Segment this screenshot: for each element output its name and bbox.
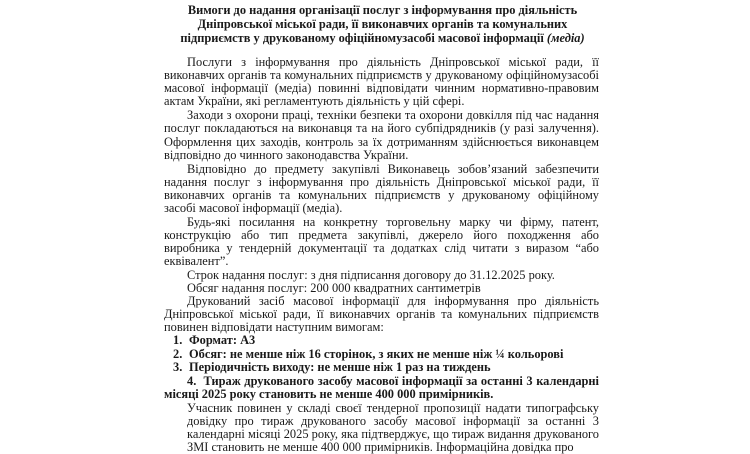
paragraph-legal-compliance: Послуги з інформування про діяльність Дніпровської міської ради, її виконавчих органів та комунальних підприємств у друкованому офіційномузасобі масової інформації (медіа) повинні відповідати чинним нормативно-правовим актам України, які регламентують діяльність у цій сфері. — [164, 55, 599, 109]
paragraph-equivalent-clause: Будь-які посилання на конкретну торговельну марку чи фірму, патент, конструкцію або тип предмета закупівлі, джерело його походження або виробника у тендерній документації та додатках слід читати з виразом “або еквівалент”. — [164, 215, 599, 269]
paragraph-contractor-obligation: Відповідно до предмету закупівлі Виконавець зобов’язаний забезпечити надання послуг з інформування про діяльність Дніпровської міської ради, її виконавчих органів та комунальних підприємств у друкованому офіційному засобі масової інформації (медіа). — [164, 161, 599, 216]
title-emphasis: (медіа) — [546, 31, 585, 45]
title-line-2: Дніпровської міської ради, її виконавчих органів та комунальних — [197, 17, 568, 31]
title-line-3 — [166, 31, 599, 45]
paragraph-service-term: Строк надання послуг: з дня підписання договору до 31.12.2025 року. — [187, 267, 555, 282]
paragraph-safety-measures: Заходи з охорони праці, техніки безпеки та охорони довкілля під час надання послуг покладаються на виконавця та на його субпідрядників (у разі залучення). Оформлення цих заходів, контроль за їх дотриманням здійснюється виконавцем відповідно до чинного законодавства України. — [164, 108, 599, 162]
paragraph-service-volume: Обсяг надання послуг: 200 000 квадратних сантиметрів — [187, 280, 481, 295]
requirement-item-circulation: 4. Тираж друкованого засобу масової інформації за останні 3 календарні місяці 2025 року становить не менше 400 000 примірників. — [164, 373, 599, 401]
document-page — [164, 3, 599, 454]
requirements-list — [164, 334, 599, 375]
title-line-1: Вимоги до надання організації послуг з інформування про діяльність — [187, 3, 578, 17]
paragraph-circulation-certificate: Учасник повинен у складі своєї тендерної пропозиції надати типографську довідку про тираж друкованого засобу масової інформації за останні 3 календарні місяці 2025 року, яка підтверджує, що тираж видання друкованого ЗМІ становить не менше 400 000 примірників. Інформаційна довідка про — [187, 400, 599, 454]
paragraph-media-requirements-intro: Друкований засіб масової інформації для інформування про діяльність Дніпровської міської ради, її виконавчих органів та комунальних підприємств повинен відповідати наступним вимогам: — [164, 293, 599, 334]
title-line-3-text: підприємств у друкованому офіційномузасобі масової інформації — [180, 31, 544, 45]
document-title — [164, 3, 599, 45]
requirement-item: 3. Періодичність виходу: не менше ніж 1 раз на тиждень — [173, 360, 491, 375]
requirement-item: 1. Формат: А3 — [173, 332, 256, 347]
requirement-item: 2. Обсяг: не менше ніж 16 сторінок, з яких не менше ніж ¼ кольорові — [173, 346, 564, 361]
